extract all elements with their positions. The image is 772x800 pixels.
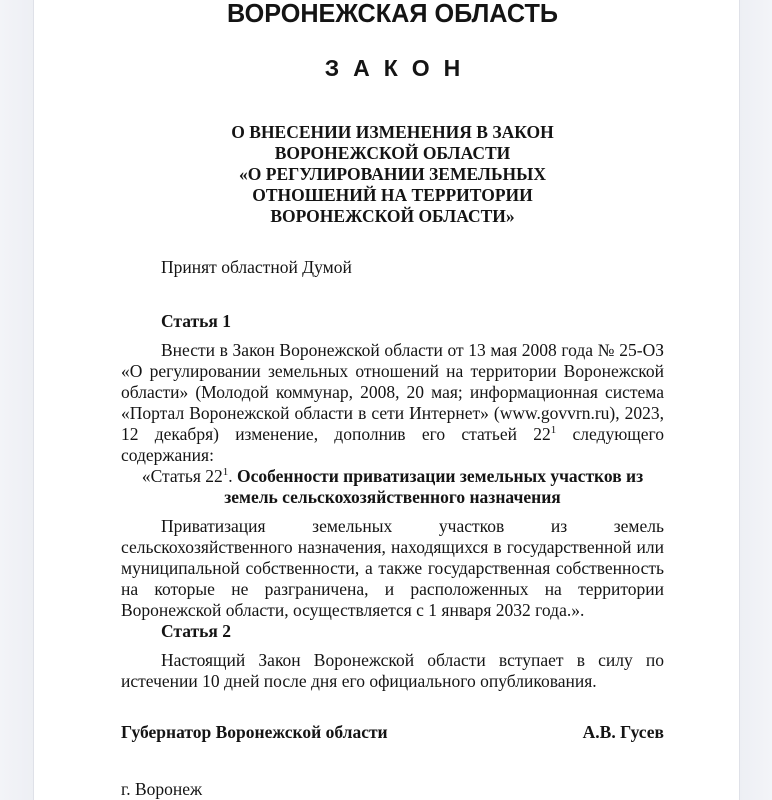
region-title: ВОРОНЕЖСКАЯ ОБЛАСТЬ [227,0,558,28]
document-title-line: ВОРОНЕЖСКОЙ ОБЛАСТИ» [270,206,515,226]
adopted-line: Принят областной Думой [161,257,352,277]
inserted-article-label-dot: . [228,466,237,486]
signature-name: А.В. Гусев [582,722,664,742]
superscript-1: 1 [222,466,229,479]
inserted-article-title-line: Особенности приватизации земельных участков из [237,466,644,486]
right-page-margin [739,0,772,800]
article-1-body [121,340,664,466]
article-1-body-text: Внести в Закон Воронежской области от 13 мая 2008 года № 25-ОЗ «О регулировании земельных отношений на территории Воронежской области» (Молодой коммунар, 2008, 20 мая; информационная система «Портал Воронежской области в сети Интернет» (www.govvrn.ru), 2023, 12 декабря) изменение, дополнив его статьей 22 [121,340,664,444]
article-1-heading: Статья 1 [161,311,231,331]
article-1-body-tail: следующего содержания: [121,424,665,465]
signature-title: Губернатор Воронежской области [121,722,388,742]
place-line: г. Воронеж [121,779,203,799]
inserted-article-title-line: земель сельскохозяйственного назначения [224,487,561,507]
document-title [121,122,664,227]
signature-row [121,722,664,743]
inserted-article-body: Приватизация земельных участков из земель сельскохозяйственного назначения, находящихся в государственной или муниципальной собственности, а также государственная собственность на которые не разграничена, и расположенных на территории Воронежской области, осуществляется с 1 января 2032 года.». [121,516,664,620]
document-title-line: ВОРОНЕЖСКОЙ ОБЛАСТИ [274,143,511,163]
law-kind-label: ЗАКОН [324,55,475,81]
document-page [34,0,739,800]
document-title-line: ОТНОШЕНИЙ НА ТЕРРИТОРИИ [252,185,533,205]
inserted-article-label: «Статья 22 [141,466,223,486]
document-title-line: О ВНЕСЕНИИ ИЗМЕНЕНИЯ В ЗАКОН [231,122,554,142]
article-2-body: Настоящий Закон Воронежской области вступает в силу по истечении 10 дней после дня его официального опубликования. [121,650,664,691]
document-title-line: «О РЕГУЛИРОВАНИИ ЗЕМЕЛЬНЫХ [239,164,546,184]
inserted-article-heading [121,466,664,508]
article-2-heading: Статья 2 [161,621,231,641]
superscript-1: 1 [550,424,557,437]
left-page-margin [0,0,34,800]
